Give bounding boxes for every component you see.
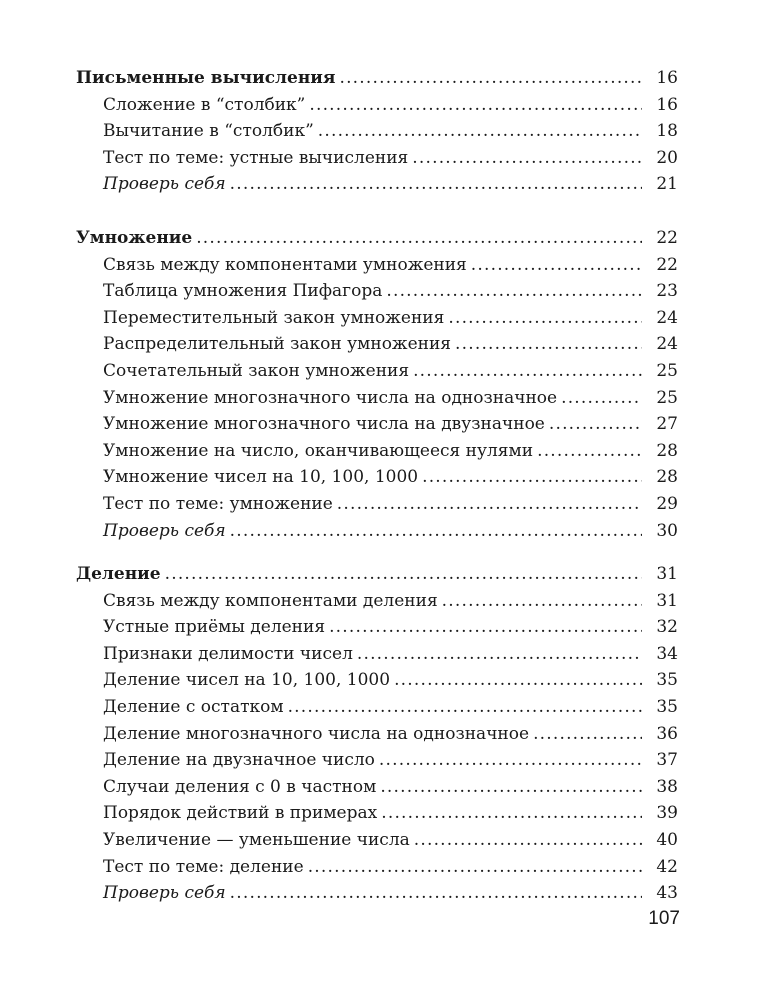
toc-entry (76, 721, 678, 748)
toc-entry (76, 588, 678, 615)
toc-entry-title: Случаи деления с 0 в частном (103, 776, 377, 797)
toc-page-number: 42 (656, 856, 678, 877)
toc-entry (76, 145, 678, 172)
dot-leader (329, 614, 642, 641)
dot-leader (230, 518, 642, 545)
toc-entry (76, 358, 678, 385)
toc-page-number: 21 (656, 174, 678, 195)
dot-leader (309, 92, 642, 119)
dot-leader (561, 385, 642, 412)
toc-entry-title: Умножение чисел на 10, 100, 1000 (103, 467, 419, 488)
toc-entry (76, 118, 678, 145)
toc-page-number: 37 (656, 750, 678, 771)
toc-page-number: 27 (656, 414, 678, 435)
toc-entry (76, 854, 678, 881)
toc-entry (76, 491, 678, 518)
toc-entry-title: Сочетательный закон умножения (103, 360, 410, 381)
toc-entry-title: Деление многозначного числа на однозначное (103, 723, 530, 744)
toc-page-number: 32 (656, 617, 678, 638)
toc-entry-title: Увеличение — уменьшение числа (103, 829, 410, 850)
toc-entry-title: Умножение многозначного числа на двузначное (103, 414, 545, 435)
toc-page-number: 34 (656, 643, 678, 664)
toc-page-number: 40 (656, 829, 678, 850)
dot-leader (165, 561, 642, 588)
toc-heading-title: Умножение (76, 228, 193, 248)
dot-leader (196, 225, 642, 252)
toc-entry (76, 641, 678, 668)
toc-entry-title: Деление на двузначное число (103, 750, 375, 771)
dot-leader (308, 854, 642, 881)
toc-entry (76, 278, 678, 305)
toc-entry-title: Проверь себя (103, 520, 226, 541)
toc-entry-title: Переместительный закон умножения (103, 307, 445, 328)
toc-page-number: 24 (656, 334, 678, 355)
toc-entry (76, 438, 678, 465)
toc-entry (76, 331, 678, 358)
toc-entry (76, 800, 678, 827)
dot-leader (414, 827, 642, 854)
page-number: 107 (648, 908, 680, 929)
dot-leader (455, 331, 642, 358)
dot-leader (318, 118, 642, 145)
toc-page-number: 22 (656, 228, 678, 248)
dot-leader (413, 358, 642, 385)
dot-leader (337, 491, 642, 518)
toc-page-number: 36 (656, 723, 678, 744)
toc-entry (76, 171, 678, 198)
toc-page-number: 24 (656, 307, 678, 328)
toc-entry (76, 411, 678, 438)
toc-entry-title: Порядок действий в примерах (103, 803, 378, 824)
dot-leader (357, 641, 642, 668)
toc-entry-title: Связь между компонентами умножения (103, 254, 467, 275)
toc-entry-title: Устные приёмы деления (103, 617, 326, 638)
toc-entry (76, 305, 678, 332)
toc-entry-title: Умножение многозначного числа на однозначное (103, 387, 558, 408)
dot-leader (537, 438, 642, 465)
toc-section-division (76, 561, 678, 907)
toc-page-number: 20 (656, 147, 678, 168)
toc-section-multiplication (76, 225, 678, 544)
dot-leader (448, 305, 642, 332)
toc-heading (76, 561, 678, 588)
toc-page-number: 18 (656, 121, 678, 142)
toc-heading (76, 225, 678, 252)
dot-leader (386, 278, 642, 305)
toc-entry (76, 518, 678, 545)
toc-entry (76, 385, 678, 412)
toc-page-number: 31 (656, 564, 678, 584)
dot-leader (549, 411, 642, 438)
toc-page-number: 29 (656, 493, 678, 514)
toc-entry-title: Распределительный закон умножения (103, 334, 452, 355)
toc-heading (76, 65, 678, 92)
toc-page-number: 35 (656, 670, 678, 691)
toc-entry-title: Вычитание в “столбик” (103, 121, 314, 142)
toc-page-number: 35 (656, 696, 678, 717)
dot-leader (381, 800, 642, 827)
toc-page-number: 28 (656, 440, 678, 461)
toc-entry-title: Деление чисел на 10, 100, 1000 (103, 670, 391, 691)
toc-entry-title: Тест по теме: деление (103, 856, 304, 877)
dot-leader (379, 747, 642, 774)
toc-page-number: 28 (656, 467, 678, 488)
toc-page-number: 31 (656, 590, 678, 611)
toc-entry (76, 252, 678, 279)
toc-entry (76, 747, 678, 774)
toc-entry-title: Деление с остатком (103, 696, 284, 717)
toc-entry (76, 92, 678, 119)
dot-leader (471, 252, 642, 279)
toc-entry (76, 694, 678, 721)
toc-section-written-calculations (76, 65, 678, 198)
toc-entry-title: Умножение на число, оканчивающееся нулями (103, 440, 534, 461)
dot-leader (412, 145, 642, 172)
toc-entry-title: Проверь себя (103, 883, 226, 904)
toc-page-number: 25 (656, 387, 678, 408)
toc-page-number: 23 (656, 281, 678, 302)
toc-page-number: 16 (656, 94, 678, 115)
dot-leader (422, 464, 642, 491)
dot-leader (230, 171, 642, 198)
dot-leader (533, 721, 642, 748)
toc-entry-title: Тест по теме: устные вычисления (103, 147, 409, 168)
toc-heading-title: Деление (76, 564, 161, 584)
toc-entry-title: Признаки делимости чисел (103, 643, 353, 664)
toc-page-number: 39 (656, 803, 678, 824)
toc-entry (76, 614, 678, 641)
toc-page-number: 43 (656, 883, 678, 904)
dot-leader (288, 694, 642, 721)
toc-entry-title: Тест по теме: умножение (103, 493, 333, 514)
toc-entry (76, 464, 678, 491)
toc-entry-title: Связь между компонентами деления (103, 590, 438, 611)
dot-leader (394, 667, 642, 694)
toc-entry-title: Проверь себя (103, 174, 226, 195)
dot-leader (230, 880, 642, 907)
toc-page-number: 25 (656, 360, 678, 381)
toc-entry-title: Таблица умножения Пифагора (103, 281, 383, 302)
dot-leader (442, 588, 642, 615)
toc-entry (76, 827, 678, 854)
toc-page-number: 16 (656, 68, 678, 88)
toc-heading-title: Письменные вычисления (76, 68, 336, 88)
dot-leader (380, 774, 642, 801)
dot-leader (339, 65, 642, 92)
toc-entry (76, 880, 678, 907)
toc-entry (76, 774, 678, 801)
toc-page-number: 38 (656, 776, 678, 797)
toc-page-number: 30 (656, 520, 678, 541)
toc-page-number: 22 (656, 254, 678, 275)
toc-entry (76, 667, 678, 694)
toc-entry-title: Сложение в “столбик” (103, 94, 306, 115)
